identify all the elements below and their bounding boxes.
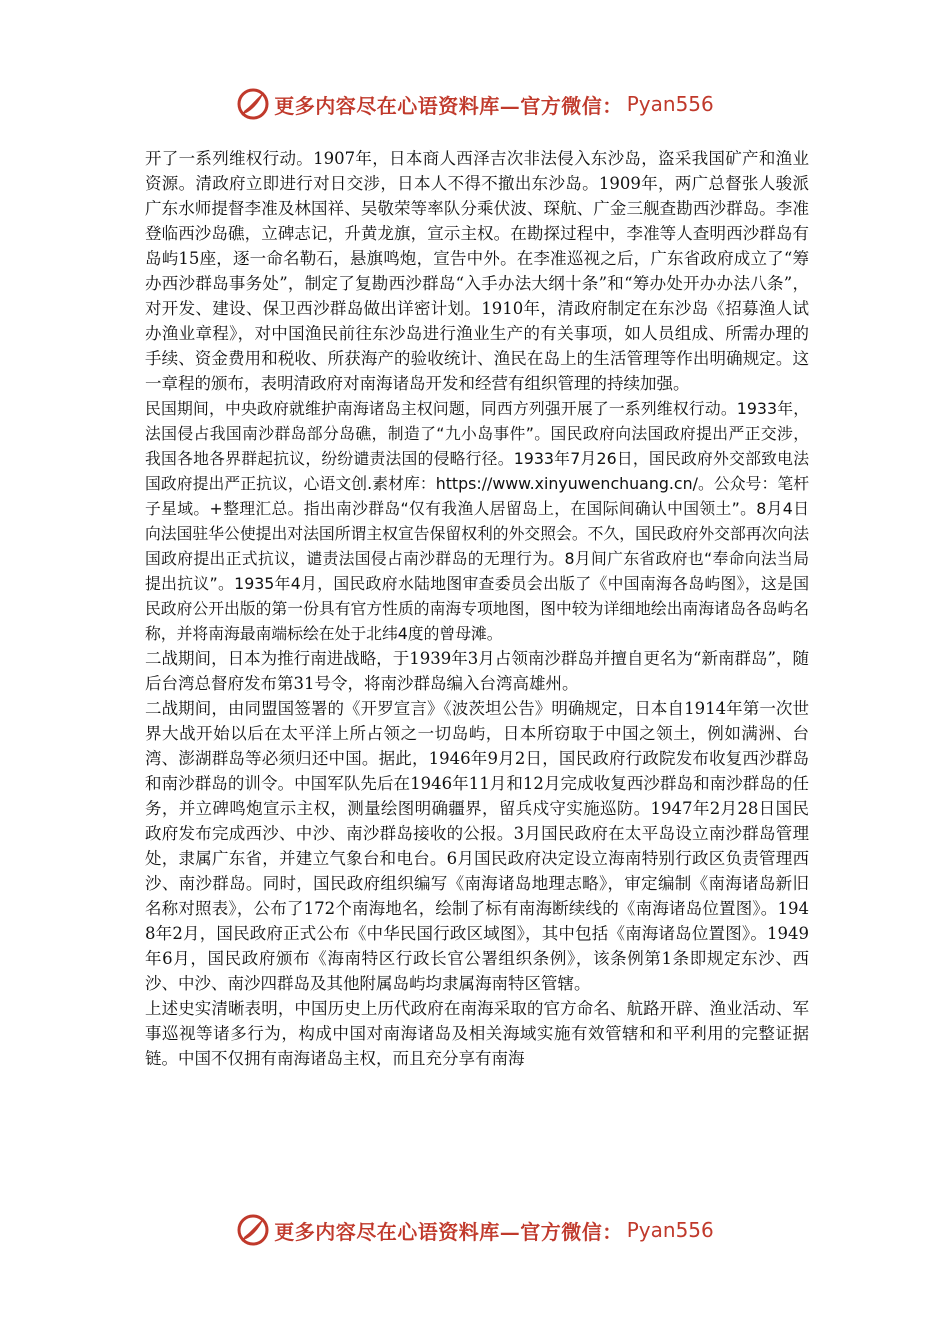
paragraph-republic-era: 民国期间，中央政府就维护南海诸岛主权问题，同西方列强开展了一系列维权行动。1933年，法国侵占我国南沙群岛部分岛礁，制造了“九小岛事件”。国民政府向法国政府提出严正交涉，我国各地各界群起抗议，纷纷谴责法国的侵略行径。1933年7月26日，国民政府外交部致电法国政府提出严正抗议，心语文创.素材库：https://www.xinyuwenchuang.cn/。公众号：笔杆子星域。+整理汇总。指出南沙群岛“仅有我渔人居留岛上，在国际间确认中国领土”。8月4日向法国驻华公使提出对法国所谓主权宣告保留权利的外交照会。不久，国民政府外交部再次向法国政府提出正式抗议，谴责法国侵占南沙群岛的无理行为。8月间广东省政府也“奉命向法当局提出抗议”。1935年4月，国民政府水陆地图审查委员会出版了《中国南海各岛屿图》，这是国民政府公开出版的第一份具有官方性质的南海专项地图，图中较为详细地绘出南海诸岛各岛屿名称，并将南海最南端标绘在处于北纬4度的曾母滩。 xyxy=(145,399,809,643)
header-wechat-id: Pyan556 xyxy=(626,92,714,116)
paragraph-wwii-recovery: 二战期间，由同盟国签署的《开罗宣言》《波茨坦公告》明确规定，日本自1914年第一次世界大战开始以后在太平洋上所占领之一切岛屿，日本所窃取于中国之领土，例如满洲、台湾、澎湖群岛等必须归还中国。据此，1946年9月2日，国民政府行政院发布收复西沙群岛和南沙群岛的训令。中国军队先后在1946年11月和12月完成收复西沙群岛和南沙群岛的任务，并立碑鸣炮宣示主权，测量绘图明确疆界，留兵戍守实施巡防。1947年2月28日国民政府发布完成西沙、中沙、南沙群岛接收的公报。3月国民政府在太平岛设立南沙群岛管理处，隶属广东省，并建立气象台和电台。6月国民政府决定设立海南特别行政区负责管理西沙、南沙群岛。同时，国民政府组织编写《南海诸岛地理志略》，审定编制《南海诸岛新旧名称对照表》，公布了172个南海地名，绘制了标有南海断续线的《南海诸岛位置图》。1948年2月，国民政府正式公布《中华民国行政区域图》，其中包括《南海诸岛位置图》。1949年6月，国民政府颁布《海南特区行政长官公署组织条例》，该条例第1条即规定东沙、西沙、中沙、南沙四群岛及其他附属岛屿均隶属海南特区管辖。 xyxy=(145,699,809,993)
paragraph-qing-dynasty: 开了一系列维权行动。1907年，日本商人西泽吉次非法侵入东沙岛，盗采我国矿产和渔业资源。清政府立即进行对日交涉，日本人不得不撤出东沙岛。1909年，两广总督张人骏派广东水师提督李准及林国祥、吴敬荣等率队分乘伏波、琛航、广金三舰查勘西沙群岛。李准登临西沙岛礁，立碑志记，升黄龙旗，宣示主权。在勘探过程中，李准等人查明西沙群岛有岛屿15座，逐一命名勒石，悬旗鸣炮，宣告中外。在李准巡视之后，广东省政府成立了“筹办西沙群岛事务处”，制定了复勘西沙群岛“入手办法大纲十条”和“筹办处开办办法八条”，对开发、建设、保卫西沙群岛做出详密计划。1910年，清政府制定在东沙岛《招募渔人试办渔业章程》，对中国渔民前往东沙岛进行渔业生产的有关事项，如人员组成、所需办理的手续、资金费用和税收、所获海产的验收统计、渔民在岛上的生活管理等作出明确规定。这一章程的颁布，表明清政府对南海诸岛开发和经营有组织管理的持续加强。 xyxy=(145,149,809,393)
footer-banner xyxy=(0,1210,950,1250)
header-banner-text: 更多内容尽在心语资料库—官方微信： xyxy=(274,93,623,118)
quill-logo-icon xyxy=(236,87,270,121)
paragraph-conclusion: 上述史实清晰表明，中国历史上历代政府在南海采取的官方命名、航路开辟、渔业活动、军事巡视等诸多行为，构成中国对南海诸岛及相关海域实施有效管辖和和平利用的完整证据链。中国不仅拥有南海诸岛主权，而且充分享有南海 xyxy=(145,999,809,1068)
quill-logo-icon xyxy=(236,1213,270,1247)
article-body xyxy=(145,146,809,1071)
header-banner xyxy=(0,84,950,124)
paragraph-wwii-occupation: 二战期间，日本为推行南进战略，于1939年3月占领南沙群岛并擅自更名为“新南群岛”，随后台湾总督府发布第31号令，将南沙群岛编入台湾高雄州。 xyxy=(145,649,809,693)
footer-banner-text: 更多内容尽在心语资料库—官方微信： xyxy=(274,1219,623,1244)
footer-wechat-id: Pyan556 xyxy=(626,1218,714,1242)
